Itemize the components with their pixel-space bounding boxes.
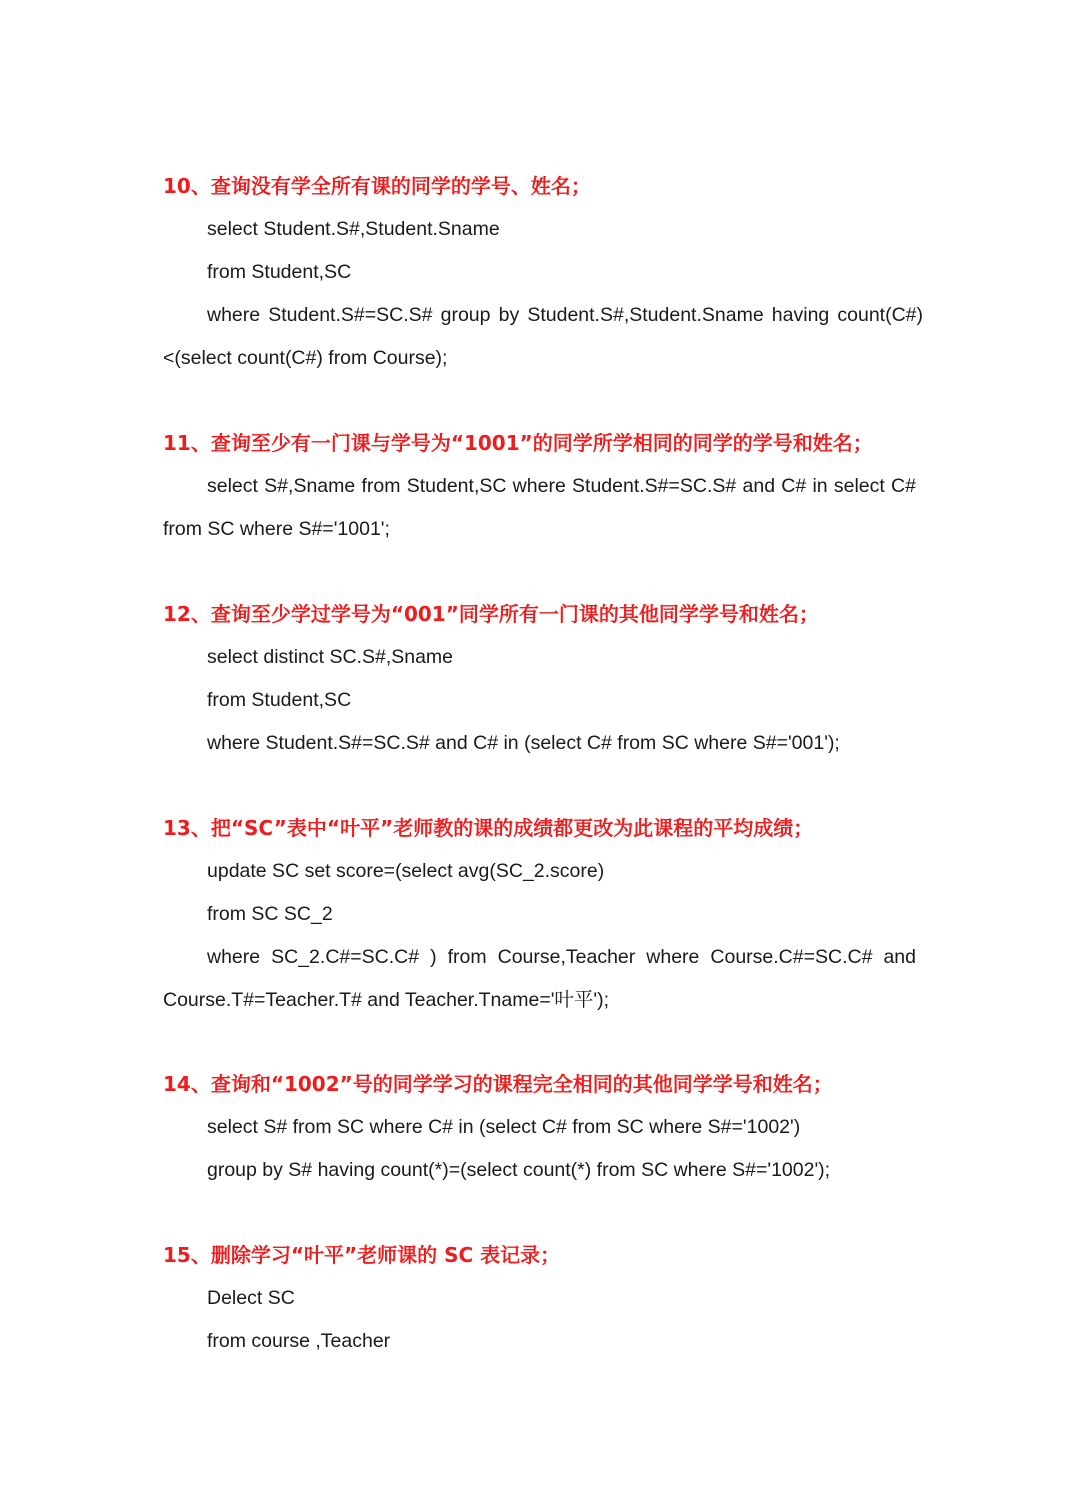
code-line: where Student.S#=SC.S# group by Student.S#,Student.Sname having count(C#) bbox=[207, 304, 923, 326]
code-line: select S# from SC where C# in (select C# from SC where S#='1002') bbox=[207, 1116, 801, 1138]
code-line: where SC_2.C#=SC.C# ) from Course,Teacher where Course.C#=SC.C# and bbox=[207, 946, 916, 968]
code-line: group by S# having count(*)=(select count(*) from SC where S#='1002'); bbox=[207, 1159, 831, 1181]
code-line: select Student.S#,Student.Sname bbox=[207, 218, 500, 240]
section-heading-14: 14、查询和“1002”号的同学学习的课程完全相同的其他同学学号和姓名； bbox=[163, 1072, 833, 1096]
section-heading-11: 11、查询至少有一门课与学号为“1001”的同学所学相同的同学的学号和姓名； bbox=[163, 431, 873, 455]
section-heading-15: 15、删除学习“叶平”老师课的 SC 表记录； bbox=[163, 1243, 561, 1267]
section-heading-10: 10、查询没有学全所有课的同学的学号、姓名； bbox=[163, 174, 591, 198]
code-line: <(select count(C#) from Course); bbox=[163, 347, 448, 369]
code-line: from SC SC_2 bbox=[207, 903, 333, 925]
code-line: where Student.S#=SC.S# and C# in (select C# from SC where S#='001'); bbox=[207, 732, 840, 754]
code-line: Course.T#=Teacher.T# and Teacher.Tname='叶平'); bbox=[163, 989, 610, 1011]
code-line: from course ,Teacher bbox=[207, 1330, 391, 1352]
code-line: Delect SC bbox=[207, 1287, 295, 1309]
code-line: select S#,Sname from Student,SC where Student.S#=SC.S# and C# in select C# bbox=[207, 475, 916, 497]
code-line: from SC where S#='1001'; bbox=[163, 518, 390, 540]
section-heading-12: 12、查询至少学过学号为“001”同学所有一门课的其他同学学号和姓名； bbox=[163, 602, 819, 626]
code-line: update SC set score=(select avg(SC_2.score) bbox=[207, 860, 605, 882]
code-line: from Student,SC bbox=[207, 261, 352, 283]
code-line: from Student,SC bbox=[207, 689, 352, 711]
code-line: select distinct SC.S#,Sname bbox=[207, 646, 454, 668]
section-heading-13: 13、把“SC”表中“叶平”老师教的课的成绩都更改为此课程的平均成绩； bbox=[163, 816, 814, 840]
